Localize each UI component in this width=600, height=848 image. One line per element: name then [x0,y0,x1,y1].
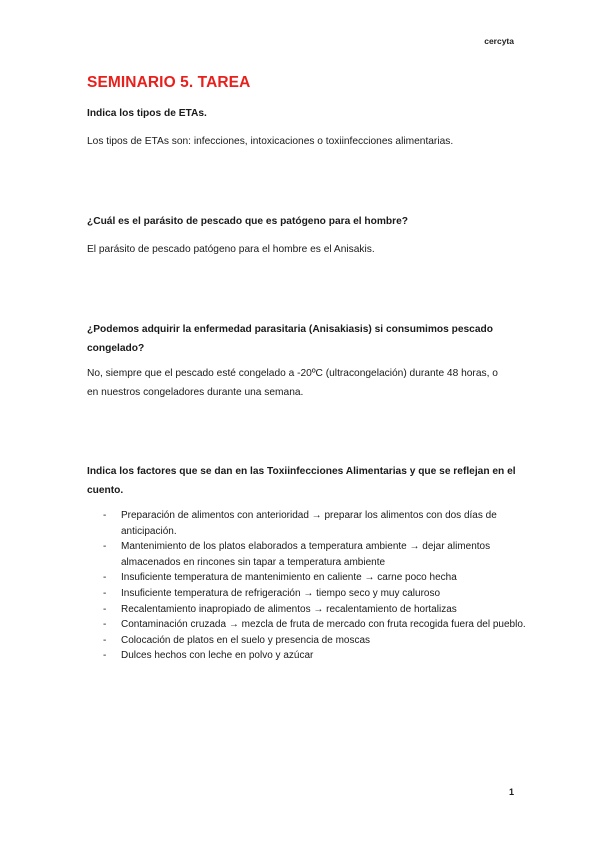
factor-text: Insuficiente temperatura de mantenimiento en caliente → carne poco hecha [121,572,457,584]
list-item [87,586,527,602]
question-1: Indica los tipos de ETAs. [87,108,207,119]
list-item [87,633,527,649]
bullet-dash: - [103,634,107,646]
question-4: Indica los factores que se dan en las Toxiinfecciones Alimentarias y que se reflejan en el cuento. [87,466,516,496]
page-number: 1 [508,787,514,797]
factors-list [87,508,527,664]
bullet-dash: - [103,541,107,553]
factor-text: Recalentamiento inapropiado de alimentos → recalentamiento de hortalizas [121,603,457,615]
bullet-dash: - [103,619,107,631]
question-2: ¿Cuál es el parásito de pescado que es patógeno para el hombre? [87,216,408,227]
list-item [87,508,527,539]
list-item [87,602,527,618]
question-3: ¿Podemos adquirir la enfermedad parasitaria (Anisakiasis) si consumimos pescado congelado? [87,324,493,354]
factor-text: Colocación de platos en el suelo y presencia de moscas [121,634,371,646]
header-brand: cercyta [484,36,514,46]
bullet-dash: - [103,510,107,521]
bullet-dash: - [103,650,107,662]
answer-1: Los tipos de ETAs son: infecciones, intoxicaciones o toxiinfecciones alimentarias. [87,136,454,147]
factor-text: Dulces hechos con leche en polvo y azúcar [121,650,314,662]
factor-text: Preparación de alimentos con anterioridad → preparar los alimentos con dos días de anticipación. [121,510,497,537]
list-item [87,617,527,633]
list-item [87,570,527,586]
factor-text: Insuficiente temperatura de refrigeración → tiempo seco y muy caluroso [121,587,441,599]
answer-3: No, siempre que el pescado esté congelado a -20ºC (ultracongelación) durante 48 horas, o en nuestros congeladores durante una semana. [87,368,498,398]
document-title: SEMINARIO 5. TAREA [87,74,251,91]
factor-text: Contaminación cruzada → mezcla de fruta de mercado con fruta recogida fuera del pueblo. [121,619,526,631]
factor-text: Mantenimiento de los platos elaborados a temperatura ambiente → dejar alimentos almacenados en rincones sin tapar a temperatura ambiente [121,541,491,568]
bullet-dash: - [103,587,107,599]
bullet-dash: - [103,572,107,584]
bullet-dash: - [103,603,107,615]
answer-2: El parásito de pescado patógeno para el hombre es el Anisakis. [87,244,375,255]
list-item [87,648,527,664]
list-item [87,539,527,570]
